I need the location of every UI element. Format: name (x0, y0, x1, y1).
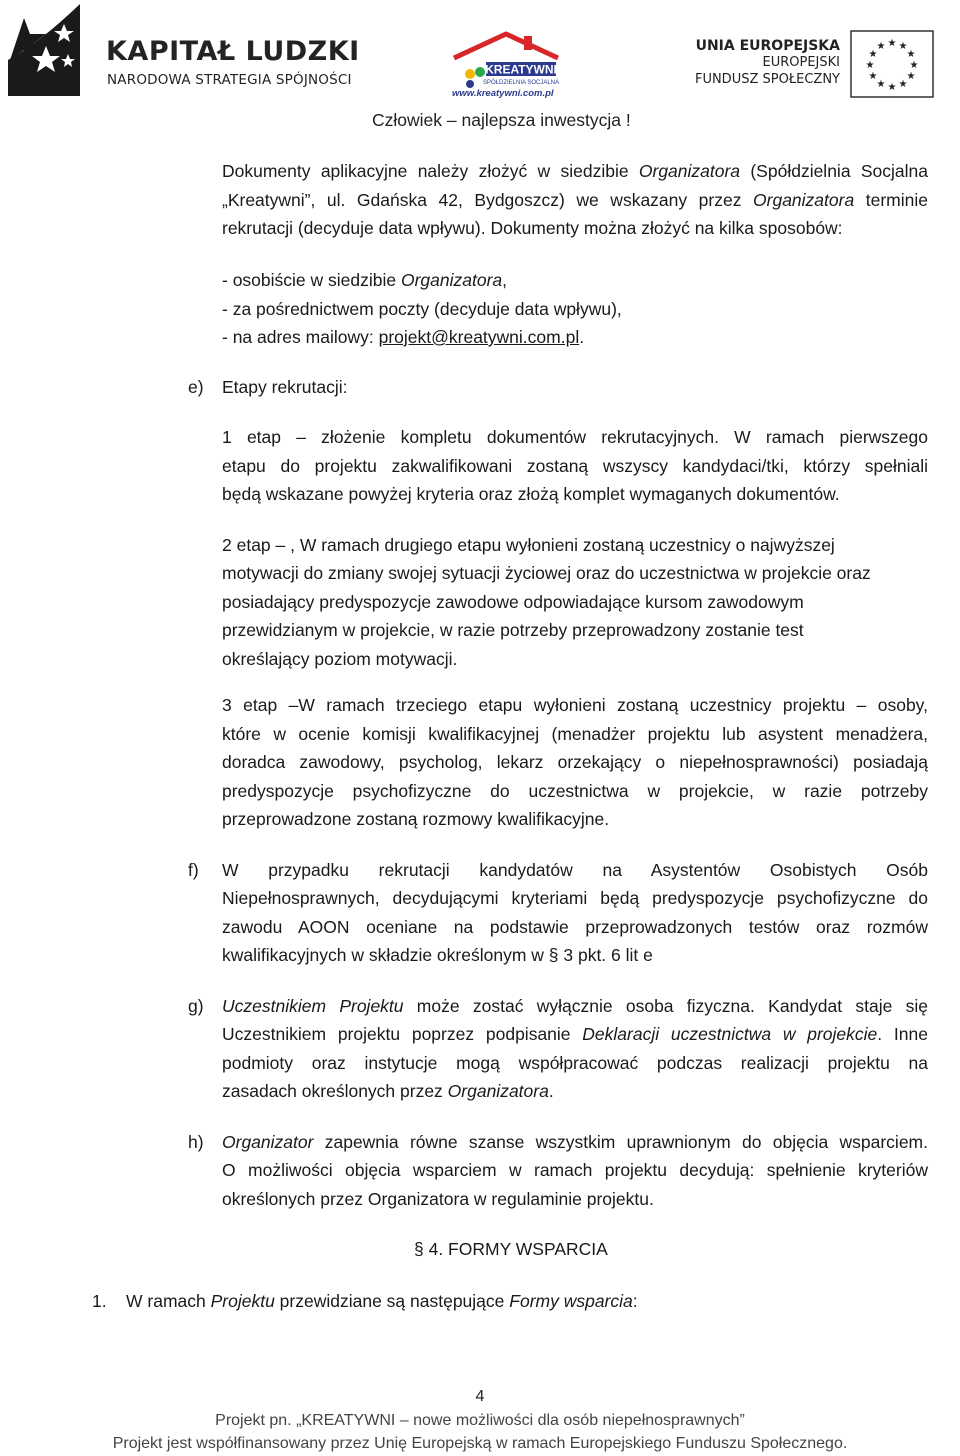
svg-text:★: ★ (898, 41, 908, 52)
submission-way-email: - na adres mailowy: projekt@kreatywni.com.pl. (222, 327, 585, 347)
etap3-line-3: doradca zawodowy, psycholog, lekarz orzekający o niepełnosprawności) posiadają (222, 752, 928, 772)
svg-text:★: ★ (865, 60, 875, 71)
section-4-item-1-marker: 1. (92, 1291, 107, 1311)
etap3-line-1: 3 etap –W ramach trzeciego etapu wyłonieni zostaną uczestnicy projektu – osoby, (222, 695, 928, 715)
etap1-line-2: etapu do projektu zakwalifikowani zostaną wszyscy kandydaci/tki, którzy spełniali (222, 456, 928, 476)
etap3-line-5: przeprowadzone zostaną rozmowy kwalifikacyjne. (222, 809, 610, 829)
submission-way-personal: - osobiście w siedzibie Organizatora, (222, 270, 508, 290)
svg-text:★: ★ (868, 49, 878, 60)
intro-line-3: rekrutacji (decyduje data wpływu). Dokumenty można złożyć na kilka sposobów: (222, 218, 843, 238)
eu-line-2: EUROPEJSKI (762, 55, 840, 70)
etap1-line-3: będą wskazane powyżej kryteria oraz złożą komplet wymaganych dokumentów. (222, 484, 840, 504)
section-g-line-1: Uczestnikiem Projektu może zostać wyłącznie osoba fizyczna. Kandydat staje się (222, 996, 928, 1016)
svg-text:★: ★ (876, 79, 886, 90)
svg-text:★: ★ (909, 60, 919, 71)
section-f-line-1: W przypadku rekrutacji kandydatów na Asystentów Osobistych Osób (222, 860, 928, 880)
section-g-marker: g) (188, 996, 204, 1016)
etap2-line-2: motywacji do zmiany swojej sytuacji życiowej oraz do uczestnictwa w projekcie oraz (222, 563, 871, 583)
submission-way-post: - za pośrednictwem poczty (decyduje data wpływu), (222, 299, 622, 319)
kreatywni-url: www.kreatywni.com.pl (452, 88, 554, 99)
header-slogan: Człowiek – najlepsza inwestycja ! (372, 110, 631, 130)
section-h-marker: h) (188, 1132, 204, 1152)
svg-text:★: ★ (898, 79, 908, 90)
section-f-marker: f) (188, 860, 199, 880)
etap2-line-5: określający poziom motywacji. (222, 649, 458, 669)
kapital-ludzki-logo (8, 4, 92, 96)
section-h-line-3: określonych przez Organizatora w regulaminie projektu. (222, 1189, 654, 1209)
etap1-line-1: 1 etap – złożenie kompletu dokumentów rekrutacyjnych. W ramach pierwszego (222, 427, 928, 447)
eu-line-1: UNIA EUROPEJSKA (695, 38, 840, 54)
kapital-ludzki-subtitle: NARODOWA STRATEGIA SPÓJNOŚCI (107, 72, 352, 88)
section-f-line-4: kwalifikacyjnych w składzie określonym w § 3 pkt. 6 lit e (222, 945, 653, 965)
section-4-item-1: W ramach Projektu przewidziane są następujące Formy wsparcia: (126, 1291, 638, 1311)
footer-cofinancing: Projekt jest współfinansowany przez Unię Europejską w ramach Europejskiego Funduszu Społecznego. (112, 1435, 848, 1452)
etap2-line-3: posiadający predyspozycje zawodowe odpowiadające kursom zawodowym (222, 592, 804, 612)
footer-project-name: Projekt pn. „KREATYWNI – nowe możliwości dla osób niepełnosprawnych” (215, 1412, 745, 1429)
eu-text-block (690, 38, 840, 88)
svg-text:★: ★ (868, 71, 878, 82)
email-link[interactable]: projekt@kreatywni.com.pl (378, 327, 580, 347)
eu-line-3: FUNDUSZ SPOŁECZNY (694, 72, 840, 87)
section-g-line-4: zasadach określonych przez Organizatora. (222, 1081, 554, 1101)
section-f-line-3: zawodu AOON oceniane na podstawie przeprowadzonych testów oraz rozmów (222, 917, 928, 937)
svg-text:★: ★ (887, 82, 897, 93)
section-h-line-2: O możliwości objęcia wsparciem w ramach projektu decydują: spełnienie kryteriów (222, 1160, 928, 1180)
section-4-heading: § 4. FORMY WSPARCIA (414, 1239, 608, 1259)
section-h-line-1: Organizator zapewnia równe szanse wszystkim uprawnionym do objęcia wsparciem. (222, 1132, 928, 1152)
etap2-line-1: 2 etap – , W ramach drugiego etapu wyłonieni zostaną uczestnicy o najwyższej (222, 535, 835, 555)
section-f-line-2: Niepełnosprawnych, decydującymi kryteriami będą predyspozycje psychofizyczne do (222, 888, 928, 908)
section-e-marker: e) (188, 377, 204, 397)
page-number: 4 (475, 1388, 485, 1405)
kreatywni-logo-sub: SPÓŁDZIELNIA SOCJALNA (482, 80, 560, 86)
kapital-ludzki-title: KAPITAŁ LUDZKI (106, 36, 360, 67)
svg-text:★: ★ (906, 49, 916, 60)
svg-text:★: ★ (876, 41, 886, 52)
etap3-line-2: które w ocenie komisji kwalifikacyjnej (menadżer projektu lub asystent menadżera, (222, 724, 928, 744)
eu-flag-icon (850, 30, 934, 98)
section-g-line-3: podmioty oraz instytucje mogą współpracować podczas realizacji projektu na (222, 1053, 928, 1073)
kreatywni-logo-name: KREATYWNI (485, 62, 557, 77)
etap3-line-4: predyspozycje psychofizyczne do uczestnictwa w projekcie, w razie potrzeby (222, 781, 928, 801)
intro-line-2: „Kreatywni”, ul. Gdańska 42, Bydgoszcz) we wskazany przez Organizatora terminie (222, 190, 928, 210)
intro-line-1: Dokumenty aplikacyjne należy złożyć w siedzibie Organizatora (Spółdzielnia Socjalna (222, 161, 928, 181)
svg-text:★: ★ (906, 71, 916, 82)
svg-text:★: ★ (887, 38, 897, 49)
section-e-title: Etapy rekrutacji: (222, 377, 348, 397)
etap2-line-4: przewidzianym w projekcie, w razie potrzeby przeprowadzony zostanie test (222, 620, 804, 640)
section-g-line-2: Uczestnikiem projektu poprzez podpisanie Deklaracji uczestnictwa w projekcie. Inne (222, 1024, 928, 1044)
